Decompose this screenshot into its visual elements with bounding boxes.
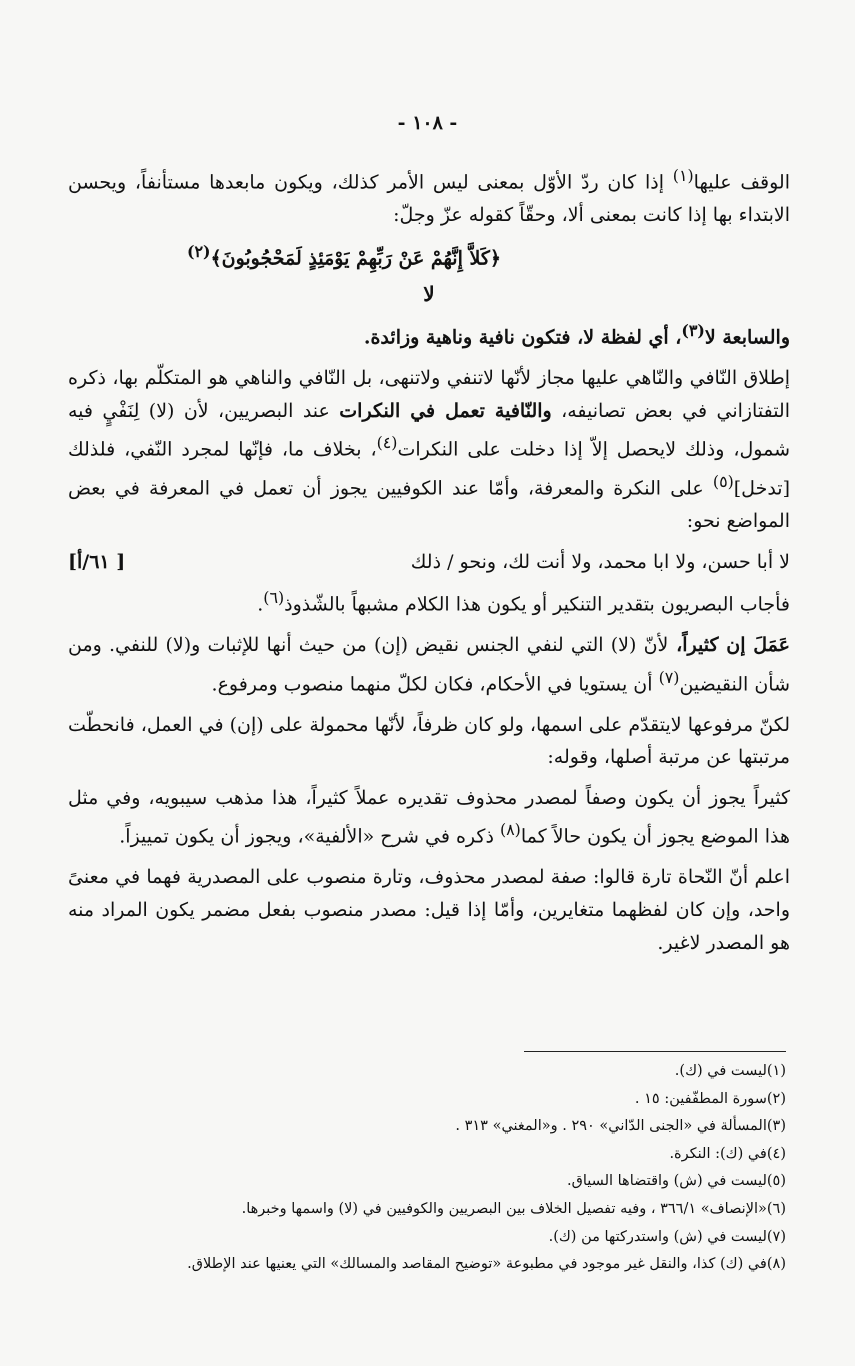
- footnote-3: (٣)المسألة في «الجنى الدّاني» ٢٩٠ . و«المغني» ٣١٣ .: [455, 1118, 786, 1135]
- footnote-6: (٦)«الإنصاف» ٣٦٦/١ ، وفيه تفصيل الخلاف بين البصريين والكوفيين في (لا) واسمها وخبرها.: [241, 1200, 786, 1217]
- footnote-ref-5[interactable]: (٥): [712, 472, 734, 492]
- footnote-ref-1[interactable]: (١): [672, 166, 694, 185]
- footnote-ref-8[interactable]: (٨): [499, 820, 521, 840]
- text-run: عند البصريين، لأن (لا) لِنَفْيٍ فيه شمول، وذلك لايحصل إلاّ إذا دخلت على النكرات: [68, 399, 790, 461]
- text-run: ، أي لفظة لا، فتكون نافية وناهية وزائدة.: [363, 326, 682, 349]
- verse-text: ﴿كَلاَّ إِنَّهُمْ عَنْ رَبِّهِمْ يَوْمَئِذٍ لَمَحْجُوبُونَ﴾: [210, 246, 502, 269]
- main-text: [68, 160, 790, 963]
- text-run: لأنّ (لا) التي لنفي الجنس نقيض (إن) من حيث أنها للإثبات و(لا) للنفي. ومن شأن النقيضين: [68, 634, 790, 696]
- text-run: ، بخلاف ما، فإنّها لمجرد النّفي، فلذلك [تدخل]: [68, 438, 790, 500]
- manuscript-folio-ref: [ ٦١/أ]: [68, 550, 126, 573]
- bold-phrase: عَمَلَ إن كثيراً،: [668, 634, 790, 657]
- text-run: الوقف عليها: [693, 171, 790, 194]
- footnote-7: (٧)ليست في (ش) واستدركتها من (ك).: [548, 1228, 786, 1245]
- text-run: ذكره في شرح «الألفية»، ويجوز أن يكون تمييزاً.: [119, 825, 500, 848]
- text-run: .: [257, 593, 264, 616]
- footnote-ref-2[interactable]: (٢): [186, 241, 211, 261]
- paragraph-3: [68, 362, 790, 538]
- quran-verse: [68, 236, 790, 275]
- footnote-2: (٢)سورة المطفّفين: ١٥ .: [634, 1090, 786, 1107]
- paragraph-7: [68, 782, 790, 854]
- paragraph-6: لكنّ مرفوعها لايتقدّم على اسمها، ولو كان ظرفاً، لأنّها محمولة على (إن) في العمل، فانحطّت مرتبتها عن مرتبة أصلها، وقوله:: [68, 713, 790, 769]
- text-run: إطلاق النّافي والنّاهي عليها مجاز لأنّها لاتنفي ولاتنهى، بل النّافي والناهي هو المتكلّم بها، ذكره التفتازاني في بعض تصانيفه،: [68, 366, 790, 422]
- footnote-ref-3[interactable]: (٣): [681, 321, 705, 341]
- paragraph-2: [68, 315, 790, 354]
- footnote-ref-4[interactable]: (٤): [376, 433, 398, 453]
- paragraph-1: [68, 160, 790, 232]
- example-line: [68, 546, 790, 579]
- text-run: فأجاب البصريون بتقدير التنكير أو يكون هذا الكلام مشبهاً بالشّذوذ: [284, 593, 790, 616]
- text-run: والسابعة لا: [704, 326, 790, 349]
- footnote-1: (١)ليست في (ك).: [674, 1063, 786, 1079]
- section-heading: لا: [423, 282, 435, 307]
- paragraph-4: [68, 582, 790, 621]
- paragraph-5: [68, 629, 790, 701]
- page-number: - ١٠٨ -: [397, 112, 458, 134]
- text-run: على النكرة والمعرفة، وأمّا عند الكوفيين يجوز أن تعمل في المعرفة في بعض المواضع نحو:: [68, 477, 790, 532]
- bold-phrase: والنّافية تعمل في النكرات: [339, 399, 552, 422]
- footnote-8: (٨)في (ك) كذا، والنقل غير موجود في مطبوعة «توضيح المقاصد والمسالك» التي يعنيها عند الإطلاق.: [187, 1256, 786, 1273]
- footnote-5: (٥)ليست في (ش) واقتضاها السياق.: [567, 1173, 786, 1190]
- footnotes: [70, 1050, 786, 1279]
- footnote-ref-7[interactable]: (٧): [658, 667, 680, 687]
- example-text: لا أبا حسن، ولا ابا محمد، ولا أنت لك، ونحو / ذلك: [410, 550, 790, 573]
- footnote-4: (٤)في (ك): النكرة.: [669, 1145, 786, 1162]
- text-run: أن يستويا في الأحكام، فكان لكلّ منهما منصوب ومرفوع.: [211, 673, 659, 696]
- text-run: كثيراً يجوز أن يكون وصفاً لمصدر محذوف تقديره عملاً كثيراً، هذا مذهب سيبويه، وفي مثل هذا الموضع يجوز أن يكون حالاً كما: [68, 786, 790, 848]
- text-run: إذا كان ردّ الأوّل بمعنى ليس الأمر كذلك، ويكون مابعدها مستأنفاً، ويحسن الابتداء بها إذا كانت بمعنى ألا، وحقّاً كقوله عزّ وجلّ:: [68, 171, 790, 226]
- paragraph-8: اعلم أنّ النّحاة تارة قالوا: صفة لمصدر محذوف، وتارة منصوب على المصدرية فهما في معنىً واحد، وإن كان لفظهما متغايرين، وأمّا إذا قيل: مصدر منصوب بفعل مضمر يكون المراد منه هو المصدر لاغير.: [68, 866, 790, 954]
- footnote-ref-6[interactable]: (٦): [263, 588, 285, 608]
